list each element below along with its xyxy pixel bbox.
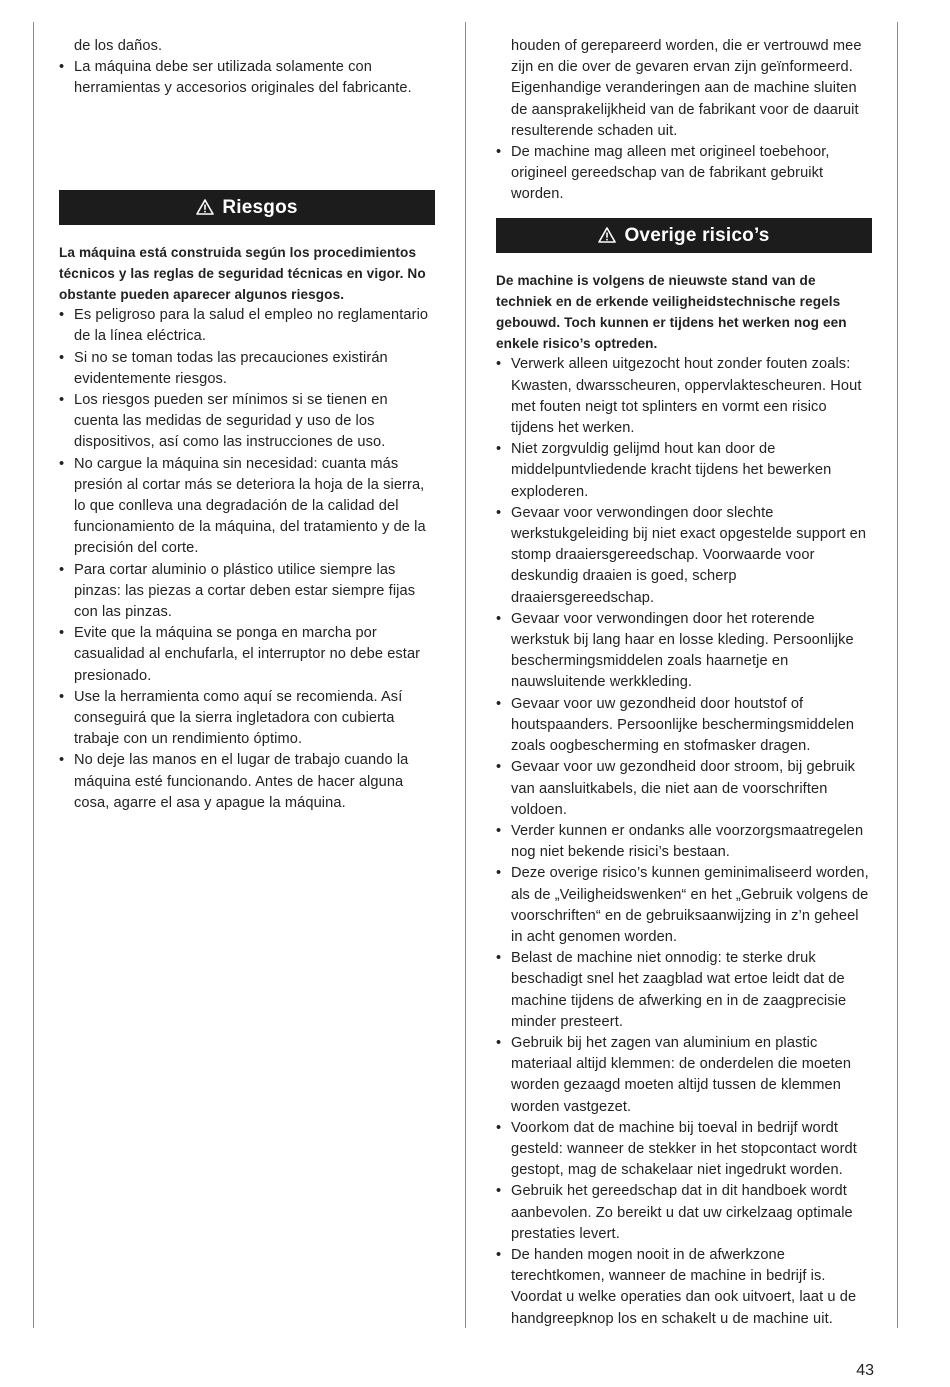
page-number: 43 [856, 1362, 874, 1379]
list-item: • Gevaar voor verwondingen door het roterende werkstuk bij lang haar en losse kleding. Persoonlijke beschermingsmiddelen zoals haarnetje en nauwsluitende werkkleding. [496, 609, 872, 694]
section-intro: La máquina está construida según los procedimientos técnicos y las reglas de seguridad técnicas en vigor. No obstante pueden aparecer algunos riesgos. [59, 244, 426, 303]
left-continuation-text: de los daños. [74, 38, 163, 54]
right-top-list [496, 142, 872, 206]
list-item: • La máquina debe ser utilizada solamente con herramientas y accesorios originales del fabricante. [59, 57, 435, 99]
list-item: • Los riesgos pueden ser mínimos si se tienen en cuenta las medidas de seguridad y uso de los dispositivos, así como las instrucciones de uso. [59, 390, 435, 454]
right-continuation-text: houden of gerepareerd worden, die er vertrouwd mee zijn en die over de gevaren ervan zijn geïnformeerd. Eigenhandige veranderingen aan de machine sluiten de aansprakelijkheid van de fabrikant voor de daaruit resulterende schaden uit. [511, 38, 862, 139]
list-item: • Gevaar voor uw gezondheid door stroom, bij gebruik van aansluitkabels, die niet aan de voorschriften voldoen. [496, 757, 872, 821]
section-header-title: Riesgos [222, 196, 298, 218]
list-item: • Gevaar voor uw gezondheid door houtstof of houtspaanders. Persoonlijke beschermingsmiddelen zoals oogbescherming en stofmasker dragen. [496, 694, 872, 758]
left-column [59, 36, 435, 814]
section-intro: De machine is volgens de nieuwste stand van de techniek en de erkende veiligheidstechnische regels gebouwd. Toch kunnen er tijdens het werken nog een enkele risico’s optreden. [496, 272, 847, 352]
list-item: • Niet zorgvuldig gelijmd hout kan door de middelpuntvliedende kracht tijdens het bewerken exploderen. [496, 439, 872, 503]
list-item: • De handen mogen nooit in de afwerkzone terechtkomen, wanneer de machine in bedrijf is. Voordat u welke operaties dan ook uitvoert, laat u de handgreepknop los en schakelt u de machine uit. [496, 1245, 872, 1330]
list-item: • De machine mag alleen met origineel toebehoor, origineel gereedschap van de fabrikant gebruikt worden. [496, 142, 872, 206]
list-item: • Voorkom dat de machine bij toeval in bedrijf wordt gesteld: wanneer de stekker in het stopcontact wordt gestopt, mag de schakelaar niet ingedrukt worden. [496, 1118, 872, 1182]
risk-list [496, 354, 872, 1329]
list-item: • Use la herramienta como aquí se recomienda. Así conseguirá que la sierra ingletadora con cubierta trabaje con un rendimiento óptimo. [59, 687, 435, 751]
list-item: • Evite que la máquina se ponga en marcha por casualidad al enchufarla, el interruptor no debe estar presionado. [59, 623, 435, 687]
list-item: • Verder kunnen er ondanks alle voorzorgsmaatregelen nog niet bekende risici’s bestaan. [496, 821, 872, 863]
left-top-list [59, 57, 435, 99]
risk-list [59, 305, 435, 814]
right-column [496, 36, 872, 1330]
section-header-riesgos [59, 190, 435, 225]
list-item: • Belast de machine niet onnodig: te sterke druk beschadigt snel het zaagblad wat ertoe leidt dat de machine tijdens de afwerking en in de zaagprecisie minder presteert. [496, 948, 872, 1033]
section-header-overige-risicos [496, 218, 872, 253]
list-item: • Verwerk alleen uitgezocht hout zonder fouten zoals: Kwasten, dwarsscheuren, oppervlaktescheuren. Hout met fouten neigt tot splinters en vormt een risico tijdens het werken. [496, 354, 872, 439]
warning-icon [196, 199, 214, 215]
list-item: • No deje las manos en el lugar de trabajo cuando la máquina esté funcionando. Antes de hacer alguna cosa, agarre el asa y apague la máquina. [59, 750, 435, 814]
right-margin-rule [897, 22, 898, 1328]
list-item: • No cargue la máquina sin necesidad: cuanta más presión al cortar más se deteriora la hoja de la sierra, lo que conlleva una degradación de la calidad del funcionamiento de la máquina, del tratamiento y de la precisión del corte. [59, 454, 435, 560]
list-item: • Gebruik bij het zagen van aluminium en plastic materiaal altijd klemmen: de onderdelen die moeten worden gezaagd moeten altijd tussen de klemmen worden vastgezet. [496, 1033, 872, 1118]
left-margin-rule [33, 22, 34, 1328]
list-item: • Gebruik het gereedschap dat in dit handboek wordt aanbevolen. Zo bereikt u dat uw cirkelzaag optimale prestaties levert. [496, 1181, 872, 1245]
list-item: • Para cortar aluminio o plástico utilice siempre las pinzas: las piezas a cortar deben estar siempre fijas con las pinzas. [59, 560, 435, 624]
warning-icon [598, 227, 616, 243]
list-item: • Gevaar voor verwondingen door slechte werkstukgeleiding bij niet exact opgestelde support en stomp draaiersgereedschap. Voorwaarde voor deskundig draaien is goed, scherp draaiersgereedschap. [496, 503, 872, 609]
list-item: • Es peligroso para la salud el empleo no reglamentario de la línea eléctrica. [59, 305, 435, 347]
list-item: • Deze overige risico’s kunnen geminimaliseerd worden, als de „Veiligheidswenken“ en het „Gebruik volgens de voorschriften“ en de gebruiksaanwijzing in z’n geheel in acht genomen worden. [496, 863, 872, 948]
section-header-title: Overige risico’s [624, 224, 770, 246]
center-column-rule [465, 22, 466, 1328]
list-item: • Si no se toman todas las precauciones existirán evidentemente riesgos. [59, 348, 435, 390]
